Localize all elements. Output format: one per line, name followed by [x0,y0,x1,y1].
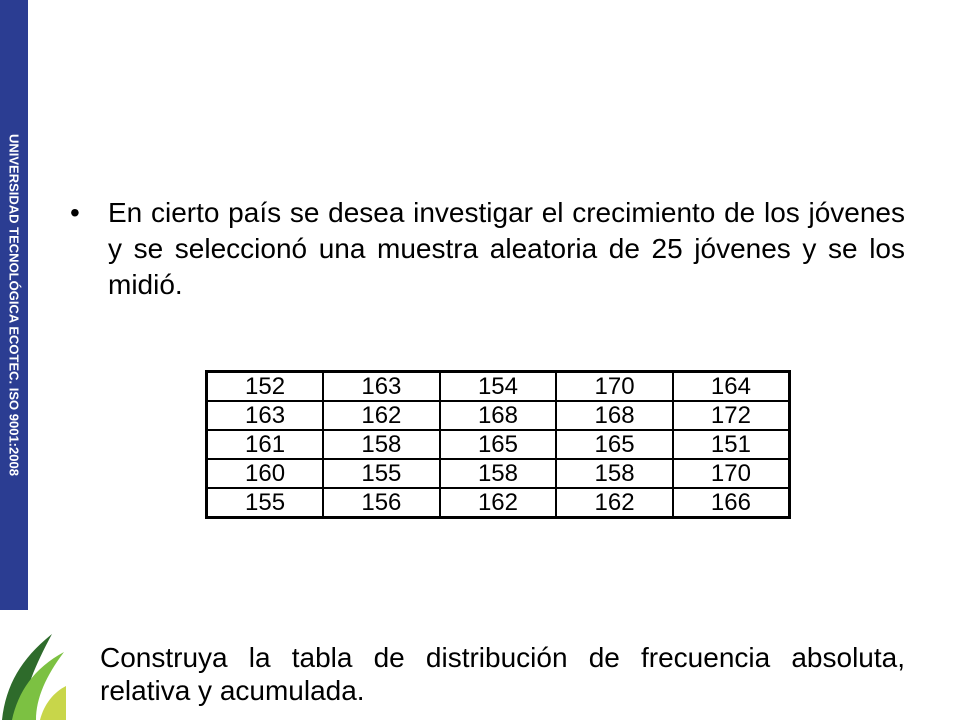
table-cell: 168 [440,401,557,430]
table-cell: 158 [440,459,557,488]
table-cell: 163 [207,401,324,430]
table-row [207,401,790,430]
problem-statement: En cierto país se desea investigar el crecimiento de los jóvenes y se seleccionó una muestra aleatoria de 25 jóvenes y se los midió. [108,197,905,300]
table-cell: 160 [207,459,324,488]
table-cell: 168 [556,401,673,430]
table-cell: 155 [207,488,324,518]
table-cell: 155 [323,459,440,488]
table-cell: 162 [440,488,557,518]
table-cell: 162 [323,401,440,430]
table-row [207,430,790,459]
table-cell: 152 [207,372,324,402]
table-cell: 166 [673,488,790,518]
table-cell: 163 [323,372,440,402]
table-cell: 158 [556,459,673,488]
bullet-marker: • [70,197,80,228]
task-instruction: Construya la tabla de distribución de frecuencia absoluta, relativa y acumulada. [100,642,905,706]
sample-data-table [205,370,791,519]
table-cell: 151 [673,430,790,459]
table-cell: 165 [556,430,673,459]
table-cell: 161 [207,430,324,459]
table-cell: 170 [673,459,790,488]
university-banner-text: UNIVERSIDAD TECNOLÓGICA ECOTEC. ISO 9001:2008 [6,134,22,476]
leaf-logo-icon [0,612,66,720]
table-cell: 156 [323,488,440,518]
table-cell: 158 [323,430,440,459]
table-row [207,488,790,518]
table-cell: 154 [440,372,557,402]
table-cell: 172 [673,401,790,430]
table-row [207,459,790,488]
table-cell: 165 [440,430,557,459]
table-cell: 170 [556,372,673,402]
table-row [207,372,790,402]
table-cell: 164 [673,372,790,402]
table-cell: 162 [556,488,673,518]
side-banner [0,0,28,610]
